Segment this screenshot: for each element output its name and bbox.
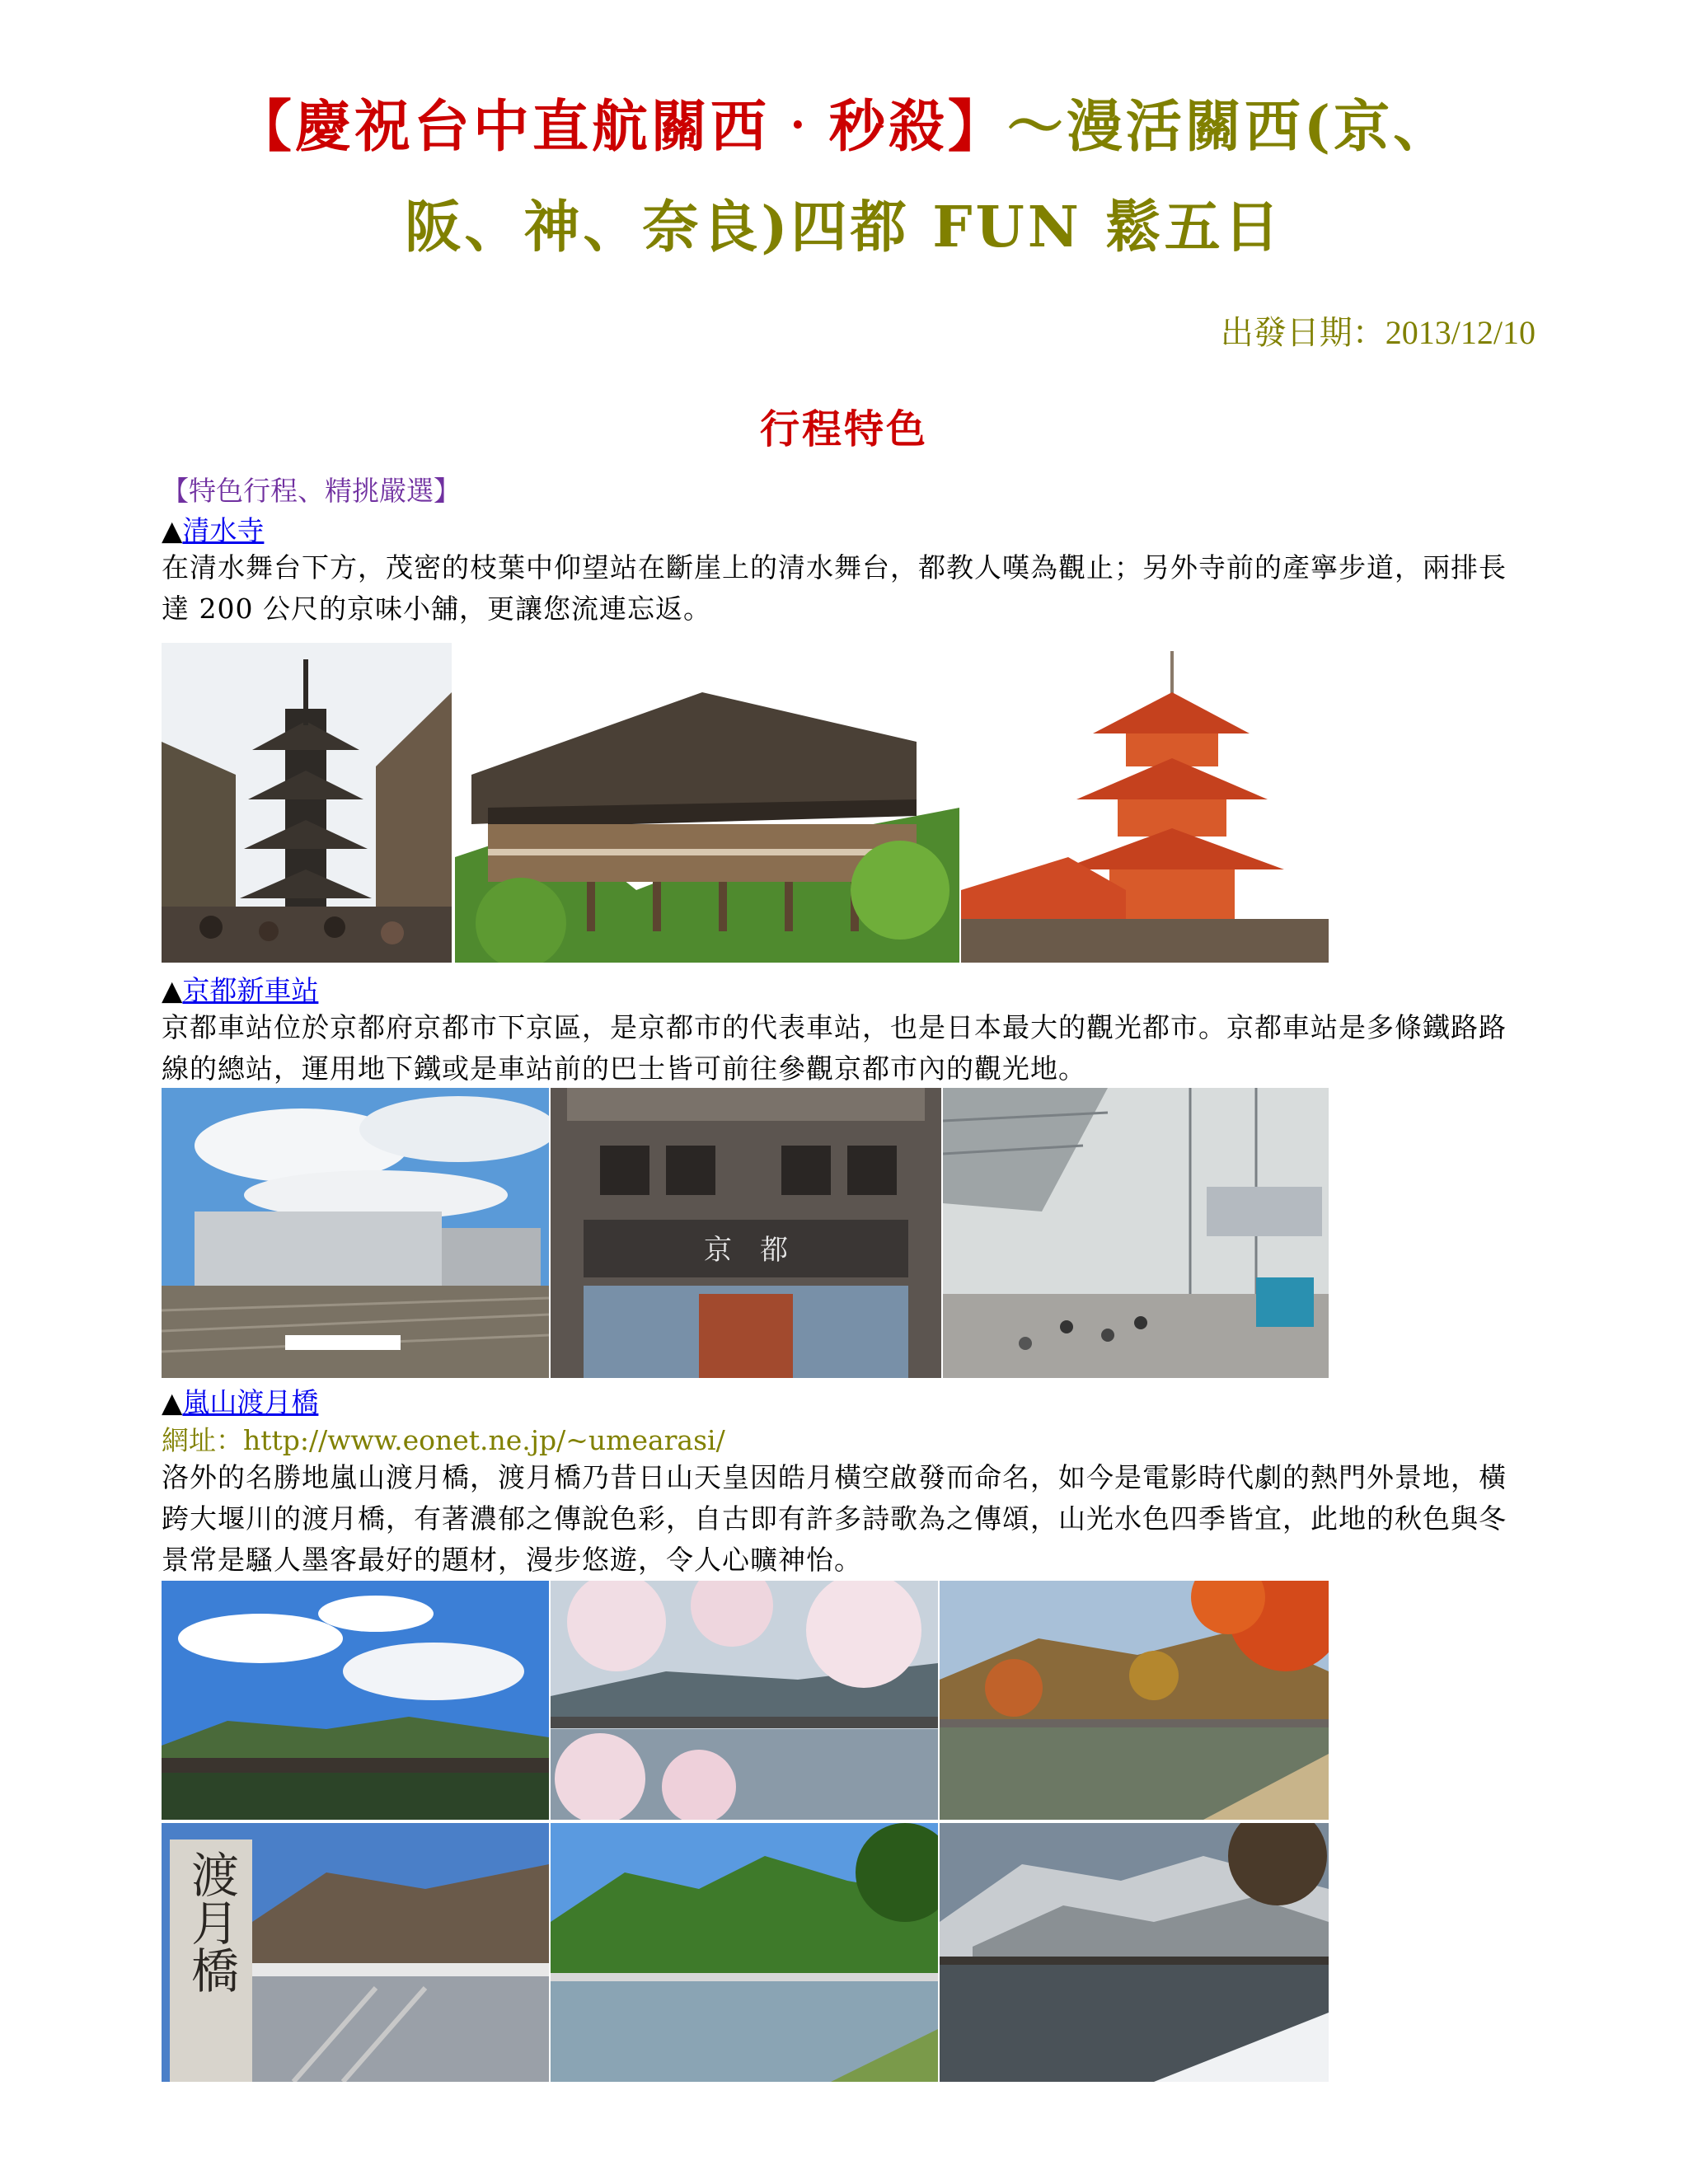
triangle-marker-icon: ▲ <box>162 1386 183 1418</box>
photo-bridge-cherry-blossom <box>551 1581 938 1820</box>
photo-bridge-green-mountains <box>551 1823 938 2082</box>
section-heading: 行程特色 <box>759 406 928 452</box>
photo-bridge-winter-snow <box>940 1823 1329 2082</box>
item-heading-kiyomizu <box>162 509 264 548</box>
link-kiyomizu[interactable]: 清水寺 <box>182 514 265 546</box>
triangle-marker-icon: ▲ <box>162 974 183 1006</box>
item-heading-arashiyama <box>162 1381 318 1420</box>
item-heading-kyoto-station <box>162 969 318 1008</box>
title-line-2 <box>0 183 1688 263</box>
link-kyoto-station[interactable]: 京都新車站 <box>182 974 319 1006</box>
triangle-marker-icon: ▲ <box>162 514 183 546</box>
photo-station-entrance <box>551 1088 941 1378</box>
photo-yasaka-pagoda-street <box>162 643 452 963</box>
url-arashiyama: 網址：http://www.eonet.ne.jp/~umearasi/ <box>162 1424 725 1456</box>
stone-sign-text: 渡月橋 <box>183 1850 239 1994</box>
description-kiyomizu: 在清水舞台下方，茂密的枝葉中仰望站在斷崖上的清水舞台，都教人嘆為觀止；另外寺前的產寧步道，兩排長達 200 公尺的京味小舖，更讓您流連忘返。 <box>162 551 1507 625</box>
description-arashiyama: 洛外的名勝地嵐山渡月橋，渡月橋乃昔日山天皇因皓月橫空啟發而命名，如今是電影時代劇的熱門外景地，橫跨大堰川的渡月橋，有著濃郁之傳說色彩，自古即有許多詩歌為之傳頌，山光水色四季皆宜，此地的秋色與冬景常是騷人墨客最好的題材，漫步悠遊，令人心曠神怡。 <box>162 1461 1507 1576</box>
title-line-1 <box>0 82 1688 162</box>
photo-red-pagoda <box>961 643 1329 963</box>
title-red-part: 【慶祝台中直航關西‧秒殺】 <box>235 94 1007 160</box>
description-kyoto-station: 京都車站位於京都府京都市下京區，是京都市的代表車站，也是日本最大的觀光都市。京都車站是多條鐵路路線的總站，運用地下鐵或是車站前的巴士皆可前往參觀京都市內的觀光地。 <box>162 1011 1507 1085</box>
title-olive-line2: 阪、神、奈良)四都 FUN 鬆五日 <box>405 194 1283 260</box>
photo-station-aerial <box>162 1088 549 1378</box>
tagline: 【特色行程、精挑嚴選】 <box>162 475 461 507</box>
link-arashiyama[interactable]: 嵐山渡月橋 <box>182 1386 319 1418</box>
title-olive-part: ～漫活關西(京、 <box>1006 94 1453 160</box>
photo-bridge-summer-sky <box>162 1581 549 1820</box>
station-sign-text: 京 都 <box>704 1234 788 1267</box>
photo-station-interior <box>943 1088 1329 1378</box>
photo-kiyomizu-stage <box>455 643 959 963</box>
photo-bridge-autumn <box>940 1581 1329 1820</box>
departure-date: 出發日期：2013/12/10 <box>1220 314 1536 351</box>
photo-togetsukyo-stone-sign <box>162 1823 549 2082</box>
